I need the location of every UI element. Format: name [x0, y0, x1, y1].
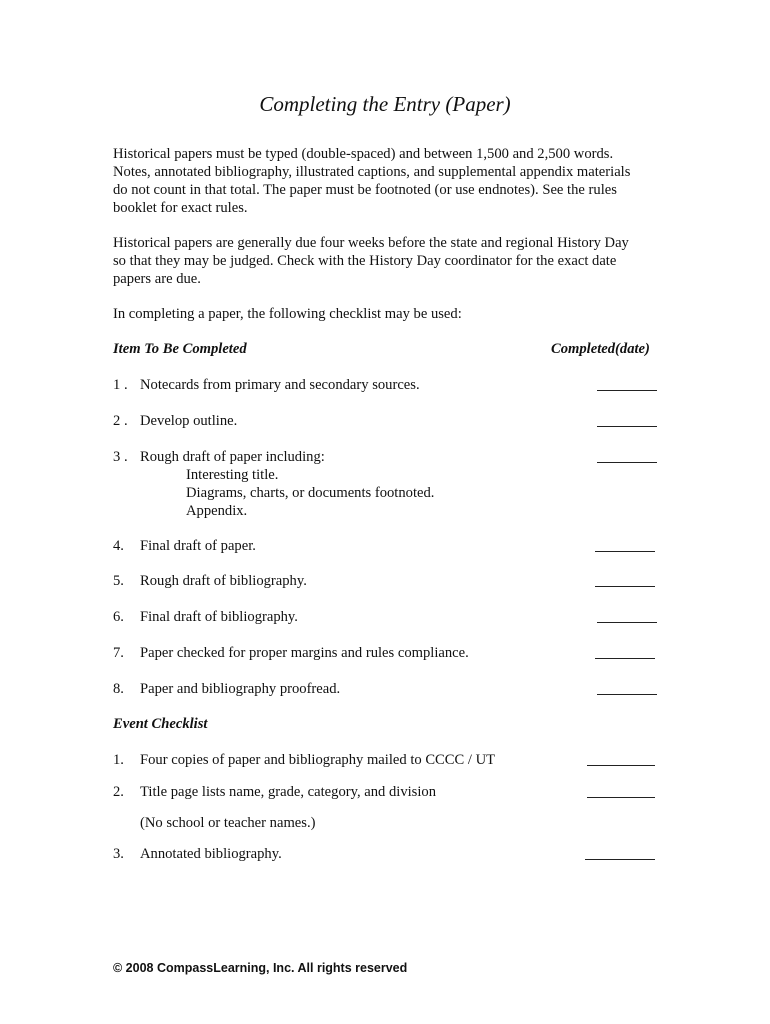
date-blank[interactable]: [585, 859, 655, 860]
item-column-header: Item To Be Completed: [113, 341, 247, 357]
item-number: 8.: [113, 681, 124, 697]
checklist-item: [113, 680, 340, 698]
date-blank[interactable]: [597, 622, 657, 623]
date-column-header: Completed(date): [551, 341, 650, 357]
checklist-item: [113, 537, 256, 555]
date-blank[interactable]: [595, 586, 655, 587]
date-blank[interactable]: [595, 658, 655, 659]
item-text: Annotated bibliography.: [140, 846, 282, 862]
item-number: 2.: [113, 784, 124, 800]
item-number: 3 .: [113, 449, 128, 465]
due-date-paragraph: [113, 234, 658, 288]
checklist-intro: [113, 305, 658, 323]
item-text: Paper and bibliography proofread.: [140, 681, 341, 697]
checklist-item: [113, 572, 307, 590]
checklist-item: [113, 608, 298, 626]
text-line: so that they may be judged. Check with the History Day coordinator for the exact date: [113, 253, 617, 269]
sub-item: Interesting title.: [186, 467, 279, 483]
item-text: Notecards from primary and secondary sources.: [140, 377, 420, 393]
date-blank[interactable]: [597, 426, 657, 427]
intro-paragraph: [113, 145, 658, 217]
item-text: Rough draft of bibliography.: [140, 573, 307, 589]
item-number: 1.: [113, 752, 124, 768]
item-number: 2 .: [113, 413, 128, 429]
event-checklist-heading: Event Checklist: [113, 716, 208, 732]
text-line: do not count in that total. The paper must be footnoted (or use endnotes). See the rules: [113, 182, 617, 198]
item-number: 5.: [113, 573, 124, 589]
item-text: Title page lists name, grade, category, and division: [140, 784, 437, 800]
checklist-item: [113, 644, 469, 662]
item-number: 1 .: [113, 377, 128, 393]
text-line: Notes, annotated bibliography, illustrated captions, and supplemental appendix materials: [113, 164, 631, 180]
sub-item: Diagrams, charts, or documents footnoted.: [186, 485, 435, 501]
event-item: [113, 783, 436, 801]
item-number: 6.: [113, 609, 124, 625]
date-blank[interactable]: [597, 390, 657, 391]
text-line: Historical papers must be typed (double-spaced) and between 1,500 and 2,500 words.: [113, 146, 614, 162]
checklist-item: [113, 448, 434, 520]
item-text: Final draft of bibliography.: [140, 609, 298, 625]
item-text: Final draft of paper.: [140, 538, 256, 554]
sub-item: Appendix.: [186, 503, 248, 519]
item-text: Paper checked for proper margins and rules compliance.: [140, 645, 469, 661]
item-number: 7.: [113, 645, 124, 661]
date-blank[interactable]: [595, 551, 655, 552]
item-number: 4.: [113, 538, 124, 554]
text-line: papers are due.: [113, 271, 201, 287]
text-line: In completing a paper, the following checklist may be used:: [113, 306, 462, 322]
text-line: Historical papers are generally due four weeks before the state and regional History Day: [113, 235, 629, 251]
text-line: booklet for exact rules.: [113, 200, 248, 216]
checklist-item: [113, 412, 237, 430]
date-blank[interactable]: [597, 694, 657, 695]
date-blank[interactable]: [597, 462, 657, 463]
item-text: Four copies of paper and bibliography mailed to CCCC / UT: [140, 752, 496, 768]
event-item: [113, 845, 282, 863]
copyright-footer: © 2008 CompassLearning, Inc. All rights reserved: [113, 961, 408, 975]
item-text: Develop outline.: [140, 413, 238, 429]
item-text: Rough draft of paper including:: [140, 449, 325, 465]
event-note: [113, 814, 315, 832]
checklist-item: [113, 376, 420, 394]
date-blank[interactable]: [587, 797, 655, 798]
date-blank[interactable]: [587, 765, 655, 766]
event-item: [113, 751, 495, 769]
item-number: 3.: [113, 846, 124, 862]
page-title: Completing the Entry (Paper): [259, 92, 511, 116]
item-text: (No school or teacher names.): [140, 815, 316, 831]
